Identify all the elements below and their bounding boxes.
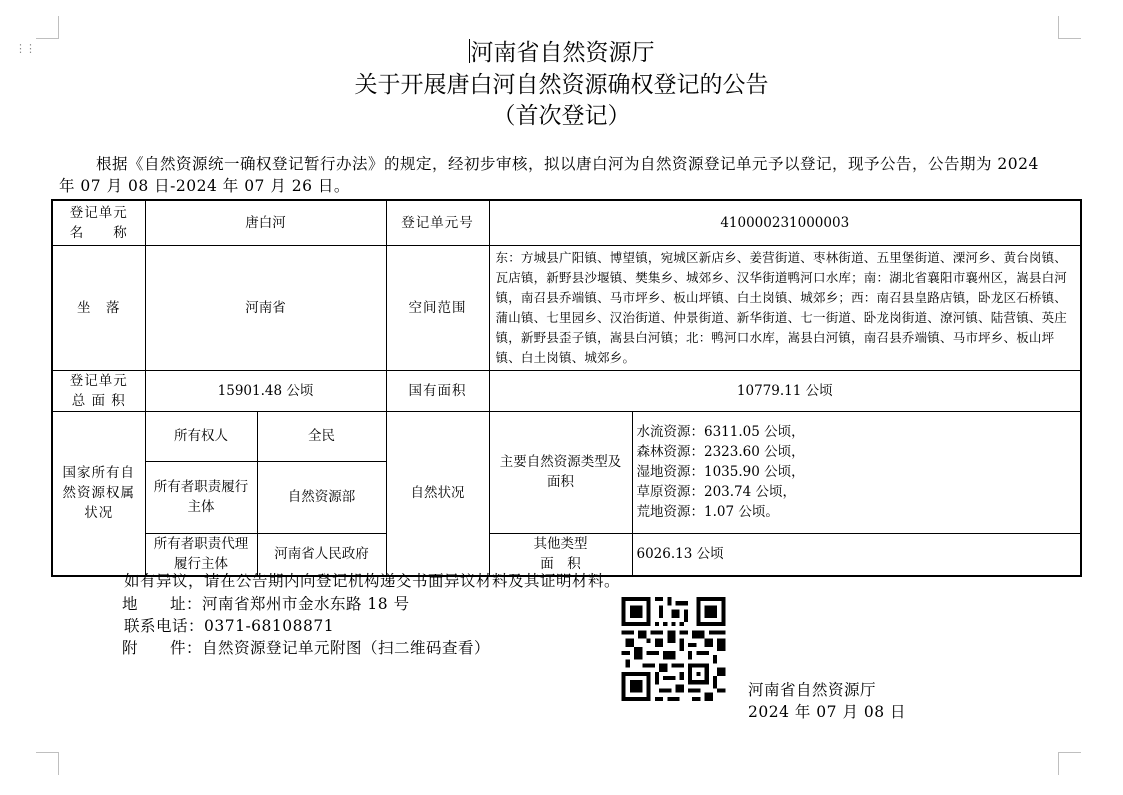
table-row <box>52 411 1081 461</box>
text-cursor <box>469 39 470 63</box>
resource-item: 草原资源：203.74 公顷， <box>636 484 797 500</box>
state-area-value: 10779.11 公顷 <box>489 370 1081 411</box>
unit-name-value: 唐白河 <box>145 200 386 245</box>
location-label: 坐 落 <box>52 245 145 370</box>
proxy-subject-value: 河南省人民政府 <box>257 533 386 576</box>
total-area-label: 登记单元 总 面 积 <box>52 370 145 411</box>
other-type-label: 其他类型 面 积 <box>489 533 632 576</box>
address-line: 地 址：河南省郑州市金水东路 18 号 <box>122 595 410 613</box>
resources-list <box>632 411 1081 533</box>
page-corner-mark <box>1058 16 1081 39</box>
duty-subject-label: 所有者职责履行主体 <box>145 461 257 533</box>
title-text: 河南省自然资源厅 <box>470 40 655 66</box>
state-area-label: 国有面积 <box>386 370 489 411</box>
table-row <box>52 370 1081 411</box>
phone-line: 联系电话：0371-68108871 <box>124 617 335 635</box>
resource-item: 荒地资源：1.07 公顷。 <box>636 504 779 520</box>
signature-date: 2024 年 07 月 08 日 <box>748 703 907 721</box>
total-area-value: 15901.48 公顷 <box>145 370 386 411</box>
duty-subject-value: 自然资源部 <box>257 461 386 533</box>
qr-code-icon[interactable] <box>621 597 726 701</box>
registration-table <box>51 199 1082 577</box>
drag-handle-icon[interactable]: ⋮⋮ <box>15 42 35 55</box>
resource-item: 水流资源：6311.05 公顷， <box>636 424 805 440</box>
table-row <box>52 245 1081 370</box>
signature-org: 河南省自然资源厅 <box>748 681 877 699</box>
unit-name-label: 登记单元 名 称 <box>52 200 145 245</box>
title-line-1 <box>0 38 1123 68</box>
other-area-value: 6026.13 公顷 <box>632 533 1081 576</box>
unit-no-label: 登记单元号 <box>386 200 489 245</box>
table-row <box>52 200 1081 245</box>
objection-note: 如有异议，请在公告期内向登记机构递交书面异议材料及其证明材料。 <box>124 572 621 590</box>
unit-no-value: 410000231000003 <box>489 200 1081 245</box>
page-corner-mark <box>36 752 59 775</box>
range-label: 空间范围 <box>386 245 489 370</box>
main-type-label: 主要自然资源类型及面积 <box>489 411 632 533</box>
nature-label: 自然状况 <box>386 411 489 576</box>
resource-item: 湿地资源：1035.90 公顷， <box>636 464 805 480</box>
owner-value: 全民 <box>257 411 386 461</box>
attachment-line: 附 件：自然资源登记单元附图（扫二维码查看） <box>122 639 491 657</box>
owner-label: 所有权人 <box>145 411 257 461</box>
range-value: 东：方城县广阳镇、博望镇，宛城区新店乡、姜营街道、枣林街道、五里堡街道、溧河乡、黄台岗镇、瓦店镇，新野县沙堰镇、樊集乡、城郊乡、汉华街道鸭河口水库；南：湖北省襄阳市襄州区，嵩县白河镇，南召县乔端镇、马市坪乡、板山坪镇、白土岗镇、城郊乡；西：南召县皇路店镇，卧龙区石桥镇、蒲山镇、七里园乡、汉治街道、仲景街道、新华街道、七一街道、卧龙岗街道、潦河镇、陆营镇、英庄镇，新野县歪子镇，嵩县白河镇；北：鸭河口水库，嵩县白河镇，南召县乔端镇、马市坪乡、板山坪镇、白土岗镇、城郊乡。 <box>489 245 1081 370</box>
intro-paragraph: 根据《自然资源统一确权登记暂行办法》的规定，经初步审核，拟以唐白河为自然资源登记单元予以登记，现予公告，公告期为 2024 年 07 月 08 日-2024 年 07 月 26 日。 <box>59 155 1039 195</box>
title-line-3: （首次登记） <box>492 103 631 129</box>
page-corner-mark <box>36 16 59 39</box>
proxy-subject-label: 所有者职责代理履行主体 <box>145 533 257 576</box>
location-value: 河南省 <box>145 245 386 370</box>
resource-item: 森林资源：2323.60 公顷， <box>636 444 805 460</box>
page-corner-mark <box>1058 752 1081 775</box>
ownership-label: 国家所有自然资源权属状况 <box>52 411 145 576</box>
title-line-2: 关于开展唐白河自然资源确权登记的公告 <box>354 72 769 98</box>
